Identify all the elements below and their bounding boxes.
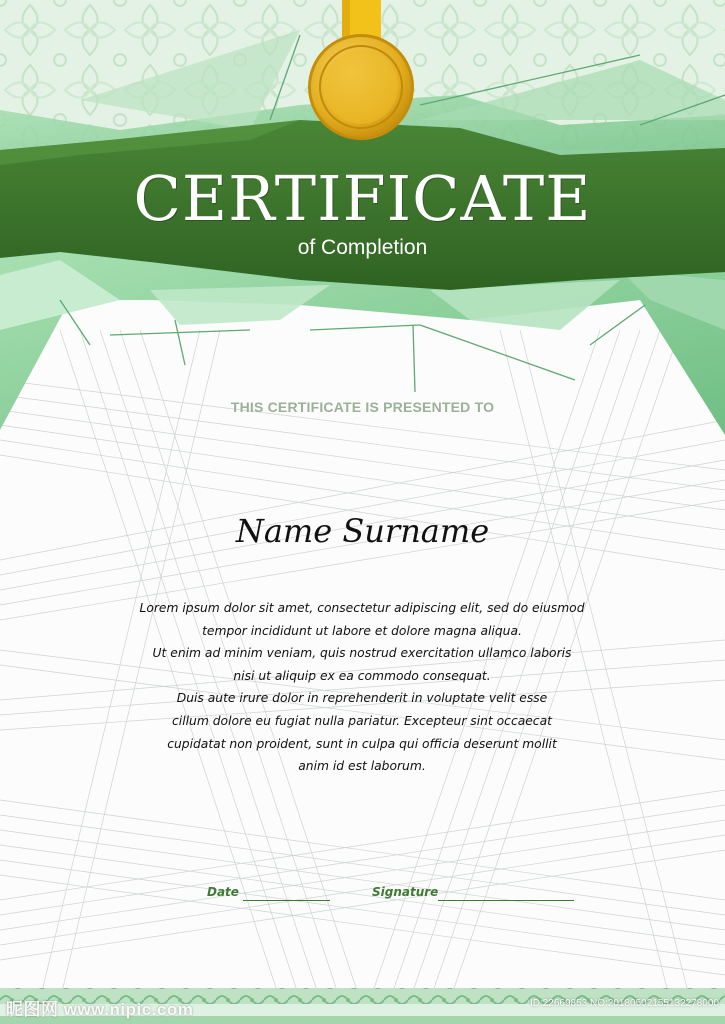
certificate-title: CERTIFICATE: [133, 162, 592, 235]
certificate-body-text: [112, 597, 612, 778]
body-line: Ut enim ad minim veniam, quis nostrud exercitation ullamco laboris: [152, 646, 572, 661]
body-line: anim id est laborum.: [298, 759, 426, 774]
certificate-subtitle: of Completion: [297, 236, 428, 259]
signature-label: Signature: [372, 885, 439, 899]
signature-line: [438, 900, 574, 901]
watermark-site: 昵图网 www.nipic.com: [6, 1000, 194, 1019]
body-line: nisi ut aliquip ex ea commodo consequat.: [233, 668, 491, 683]
date-line: [243, 900, 330, 901]
body-line: cupidatat non proident, sunt in culpa qui officia deserunt mollit: [167, 736, 557, 751]
watermark-id: ID:22669853 NO:20180502155132278000: [529, 998, 719, 1009]
body-line: Duis aute irure dolor in reprehenderit in voluptate velit esse: [176, 691, 548, 706]
recipient-name: Name Surname: [235, 512, 490, 550]
body-line: cillum dolore eu fugiat nulla pariatur. Excepteur sint occaecat: [172, 713, 552, 728]
date-label: Date: [207, 885, 239, 899]
body-line: tempor incididunt ut labore et dolore magna aliqua.: [202, 623, 522, 638]
body-line: Lorem ipsum dolor sit amet, consectetur adipiscing elit, sed do eiusmod: [139, 601, 585, 615]
presented-to-label: THIS CERTIFICATE IS PRESENTED TO: [230, 399, 495, 415]
